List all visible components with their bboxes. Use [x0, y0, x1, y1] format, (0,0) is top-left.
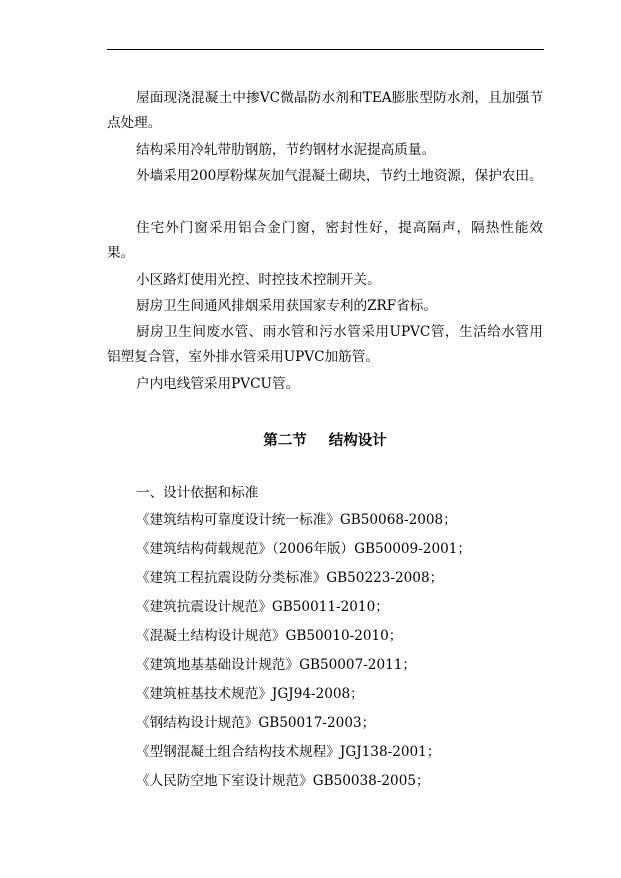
- standard-item: 《建筑抗震设计规范》GB50011-2010；: [136, 599, 389, 615]
- paragraph-steel-bars: 结构采用冷轧带肋钢筋，节约钢材水泥提高质量。: [136, 142, 436, 158]
- standard-item: 《建筑结构荷载规范》（2006年版）GB50009-2001；: [136, 541, 471, 557]
- standard-item: 《混凝土结构设计规范》GB50010-2010；: [136, 628, 403, 644]
- paragraph-street-lights: 小区路灯使用光控、时控技术控制开关。: [136, 272, 381, 288]
- header-rule: [107, 49, 544, 50]
- section-title: 结构设计: [328, 432, 387, 449]
- standard-item: 《钢结构设计规范》GB50017-2003；: [136, 715, 376, 731]
- standard-item: 《型钢混凝土组合结构技术规程》JGJ138-2001；: [136, 744, 441, 760]
- section-number: 第二节: [263, 432, 307, 449]
- paragraph-ventilation: 厨房卫生间通风排烟采用获国家专利的ZRF省标。: [136, 298, 437, 314]
- section-heading: [107, 428, 543, 453]
- standard-item: 《建筑工程抗震设防分类标准》GB50223-2008；: [136, 570, 444, 586]
- standard-item: 《建筑桩基技术规范》JGJ94-2008；: [136, 686, 364, 702]
- paragraph-windows: 住宅外门窗采用铝合金门窗，密封性好，提高隔声，隔热性能效果。: [107, 220, 543, 261]
- standard-item: 《建筑结构可靠度设计统一标准》GB50068-2008；: [136, 512, 457, 528]
- paragraph-pipes: 厨房卫生间废水管、雨水管和污水管采用UPVC管，生活给水管用铝塑复合管，室外排水管采用UPVC加筋管。: [107, 324, 543, 365]
- paragraph-exterior-wall: 外墙采用200厚粉煤灰加气混凝土砌块，节约土地资源，保护农田。: [136, 168, 543, 184]
- paragraph-roof-waterproofing: 屋面现浇混凝土中掺VC微晶防水剂和TEA膨胀型防水剂，且加强节点处理。: [107, 90, 543, 131]
- paragraph-conduit: 户内电线管采用PVCU管。: [136, 376, 300, 392]
- standard-item: 《建筑地基基础设计规范》GB50007-2011；: [136, 657, 416, 673]
- standard-item: 《人民防空地下室设计规范》GB50038-2005；: [136, 773, 430, 789]
- subheading-design-basis: 一、设计依据和标准: [136, 485, 259, 501]
